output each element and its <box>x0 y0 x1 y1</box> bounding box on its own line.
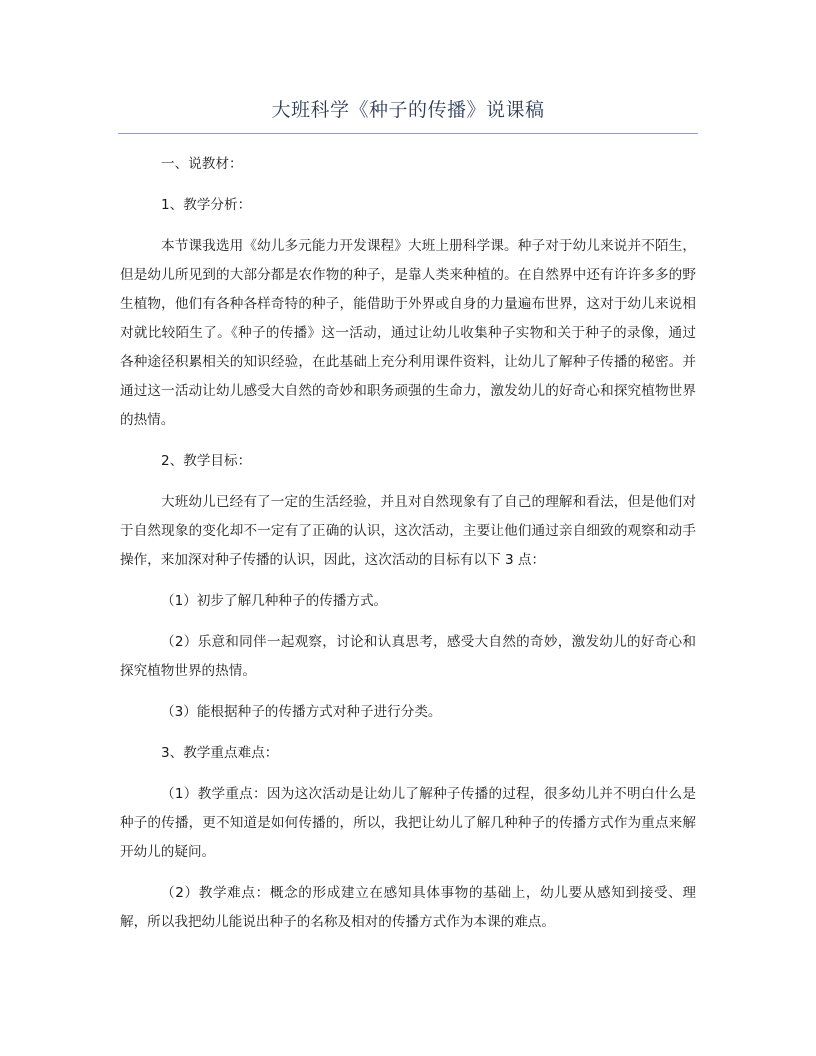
goal-item-3: （3）能根据种子的传播方式对种子进行分类。 <box>161 704 442 720</box>
subsection-heading-key-points: 3、教学重点难点： <box>161 745 279 761</box>
document-body <box>120 150 696 937</box>
subsection-heading-goals: 2、教学目标： <box>161 453 252 469</box>
title-divider <box>118 133 698 134</box>
paragraph-goals-intro: 大班幼儿已经有了一定的生活经验，并且对自然现象有了自己的理解和看法，但是他们对于自然现象的变化却不一定有了正确的认识，这次活动，主要让他们通过亲自细致的观察和动手操作，来加深对种子传播的认识，因此，这次活动的目标有以下 3 点： <box>120 494 696 568</box>
document-title: 大班科学《种子的传播》说课稿 <box>271 99 545 121</box>
section-heading-1: 一、说教材： <box>161 156 243 172</box>
paragraph-analysis: 本节课我选用《幼儿多元能力开发课程》大班上册科学课。种子对于幼儿来说并不陌生，但是幼儿所见到的大部分都是农作物的种子，是靠人类来种植的。在自然界中还有许许多多的野生植物，他们有各种各样奇特的种子，能借助于外界或自身的力量遍布世界，这对于幼儿来说相对就比较陌生了。《种子的传播》这一活动，通过让幼儿收集种子实物和关于种子的录像，通过各种途径积累相关的知识经验，在此基础上充分利用课件资料，让幼儿了解种子传播的秘密。并通过这一活动让幼儿感受大自然的奇妙和职务顽强的生命力，激发幼儿的好奇心和探究植物世界的热情。 <box>120 238 696 428</box>
key-point-item-1: （1）教学重点：因为这次活动是让幼儿了解种子传播的过程，很多幼儿并不明白什么是种子的传播，更不知道是如何传播的，所以，我把让幼儿了解几种种子的传播方式作为重点来解开幼儿的疑问。 <box>120 786 696 860</box>
goal-item-1: （1）初步了解几种种子的传播方式。 <box>161 593 388 609</box>
key-point-item-2: （2）教学难点：概念的形成建立在感知具体事物的基础上，幼儿要从感知到接受、理解，所以我把幼儿能说出种子的名称及相对的传播方式作为本课的难点。 <box>120 885 696 930</box>
subsection-heading-analysis: 1、教学分析： <box>161 197 252 213</box>
goal-item-2: （2）乐意和同伴一起观察，讨论和认真思考，感受大自然的奇妙，激发幼儿的好奇心和探究植物世界的热情。 <box>120 634 696 679</box>
